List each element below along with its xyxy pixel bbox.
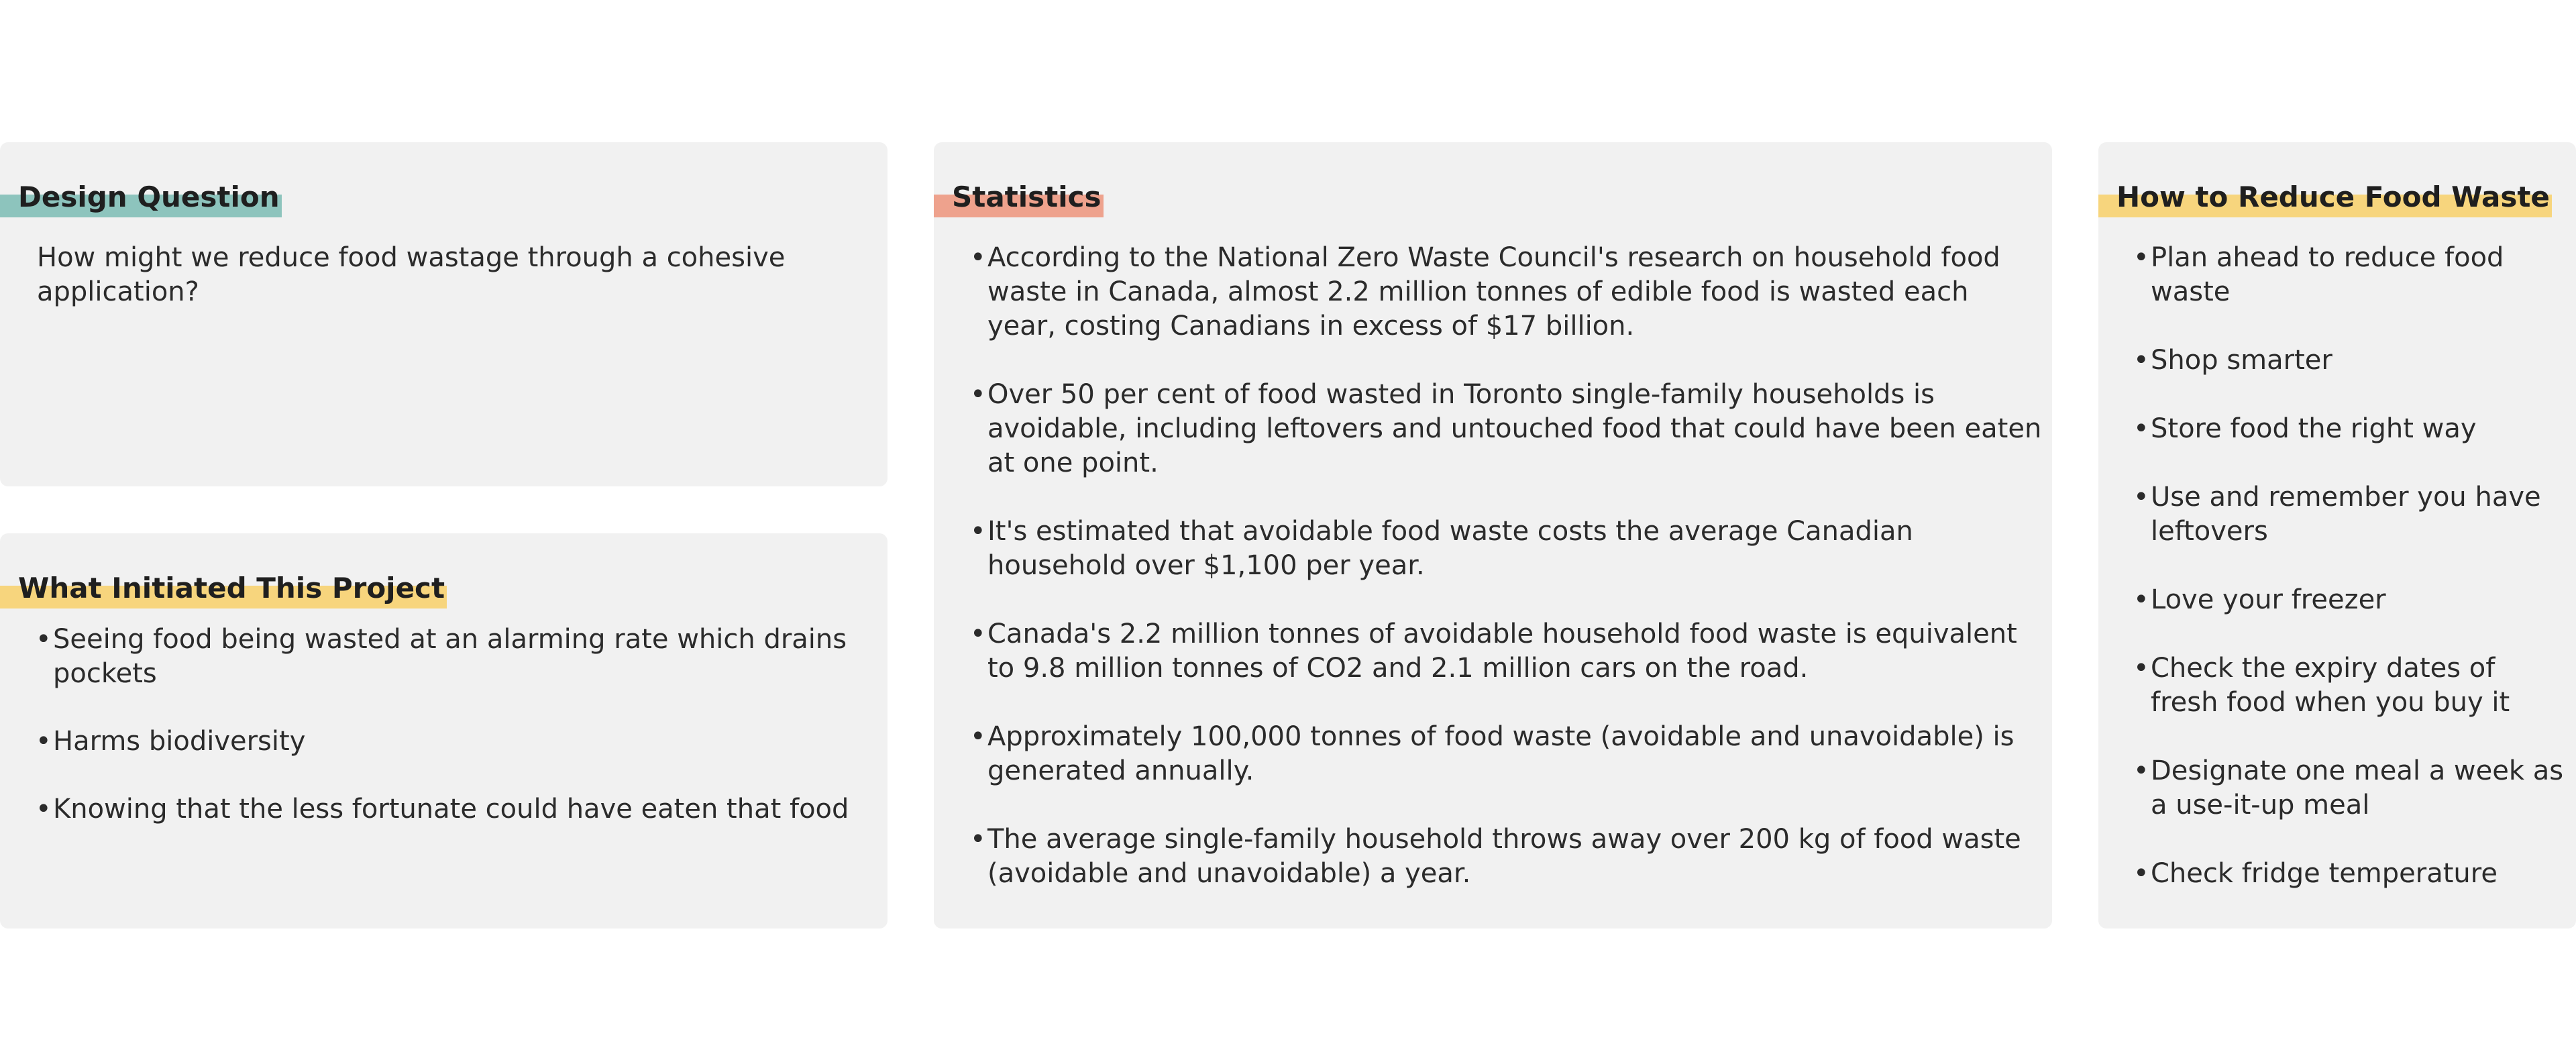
list-item: • Plan ahead to reduce food waste bbox=[2133, 241, 2569, 309]
initiated-title: What Initiated This Project bbox=[18, 572, 445, 604]
reduce-waste-card bbox=[2098, 142, 2576, 929]
list-item: • According to the National Zero Waste Council's research on household food waste in Canada, almost 2.2 million tonnes of edible food is wasted each year, costing Canadians in excess of $17 billion. bbox=[970, 241, 2043, 343]
initiated-card bbox=[0, 533, 888, 929]
list-item: • Knowing that the less fortunate could have eaten that food bbox=[36, 792, 861, 827]
reduce-title: How to Reduce Food Waste bbox=[2116, 180, 2550, 213]
statistics-list bbox=[970, 241, 2043, 925]
design-question-card bbox=[0, 142, 888, 486]
list-item: • Use and remember you have leftovers bbox=[2133, 480, 2569, 549]
list-item: • Over 50 per cent of food wasted in Toronto single-family households is avoidable, including leftovers and untouched food that could have been eaten at one point. bbox=[970, 378, 2043, 480]
list-item: • Love your freezer bbox=[2133, 583, 2569, 617]
list-item: • Designate one meal a week as a use-it-up meal bbox=[2133, 754, 2569, 823]
list-item: • Approximately 100,000 tonnes of food waste (avoidable and unavoidable) is generated annually. bbox=[970, 720, 2043, 788]
list-item: • The average single-family household throws away over 200 kg of food waste (avoidable and unavoidable) a year. bbox=[970, 823, 2043, 891]
list-item: • It's estimated that avoidable food waste costs the average Canadian household over $1,100 per year. bbox=[970, 515, 2043, 583]
list-item: • Check the expiry dates of fresh food when you buy it bbox=[2133, 651, 2569, 720]
list-item: • Check fridge temperature bbox=[2133, 857, 2569, 891]
design-question-title: Design Question bbox=[18, 180, 280, 213]
list-item: • Shop smarter bbox=[2133, 343, 2569, 378]
design-question-heading bbox=[18, 177, 280, 217]
design-question-text: How might we reduce food wastage through a cohesive application? bbox=[37, 242, 786, 307]
statistics-heading bbox=[952, 177, 1102, 217]
reduce-heading bbox=[2116, 177, 2550, 217]
list-item: • Harms biodiversity bbox=[36, 725, 861, 759]
list-item: • Canada's 2.2 million tonnes of avoidable household food waste is equivalent to 9.8 million tonnes of CO2 and 2.1 million cars on the road. bbox=[970, 617, 2043, 686]
initiated-heading bbox=[18, 568, 445, 609]
statistics-title: Statistics bbox=[952, 180, 1102, 213]
initiated-list bbox=[36, 623, 861, 860]
list-item: • Seeing food being wasted at an alarming rate which drains pockets bbox=[36, 623, 861, 691]
statistics-card bbox=[934, 142, 2052, 929]
reduce-list bbox=[2133, 241, 2569, 925]
list-item: • Store food the right way bbox=[2133, 412, 2569, 446]
